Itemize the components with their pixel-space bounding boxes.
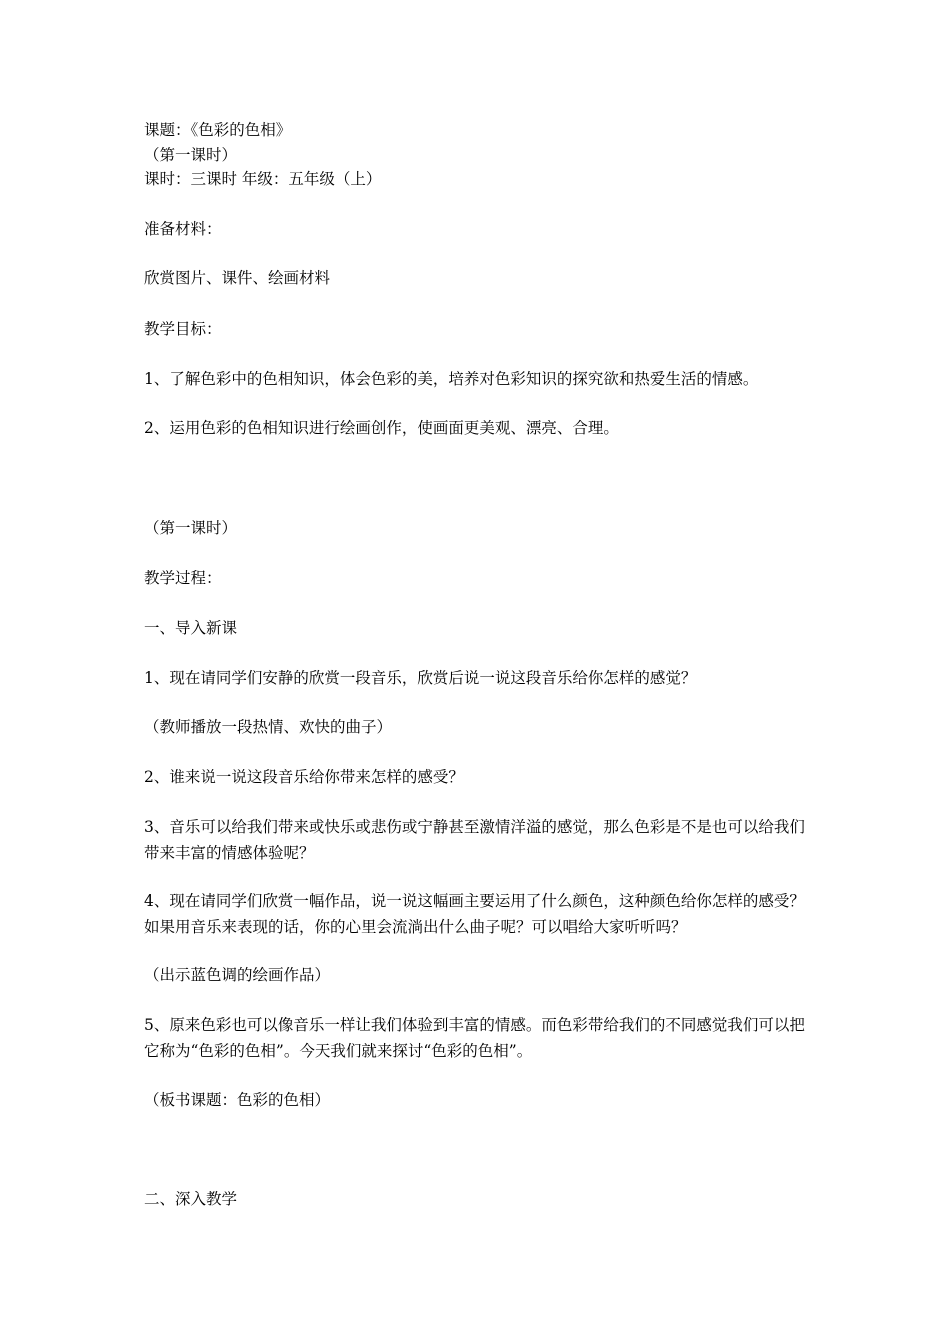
objective-item: 2、运用色彩的色相知识进行绘画创作，使画面更美观、漂亮、合理。 xyxy=(144,419,619,437)
materials-content: 欣赏图片、课件、绘画材料 xyxy=(144,269,331,287)
section-heading: 一、导入新课 xyxy=(144,619,238,637)
paragraph: 3、音乐可以给我们带来或快乐或悲伤或宁静甚至激情洋溢的感觉，那么色彩是不是也可以给我们带来丰富的情感体验呢？ xyxy=(144,818,805,862)
process-session-label: （第一课时） xyxy=(144,519,238,537)
materials-label: 准备材料： xyxy=(144,220,222,238)
lesson-title: 课题：《色彩的色相》 xyxy=(144,121,292,139)
paragraph: （板书课题：色彩的色相） xyxy=(144,1091,331,1109)
paragraph: 4、现在请同学们欣赏一幅作品，说一说这幅画主要运用了什么颜色，这种颜色给你怎样的感受？如果用音乐来表现的话，你的心里会流淌出什么曲子呢？可以唱给大家听听吗？ xyxy=(144,892,805,936)
objective-item: 1、了解色彩中的色相知识，体会色彩的美，培养对色彩知识的探究欲和热爱生活的情感。 xyxy=(144,370,759,388)
objectives-label: 教学目标： xyxy=(144,320,222,338)
paragraph: （出示蓝色调的绘画作品） xyxy=(144,966,331,984)
paragraph: 2、谁来说一说这段音乐给你带来怎样的感受？ xyxy=(144,768,464,786)
paragraph: （教师播放一段热情、欢快的曲子） xyxy=(144,718,393,736)
process-label: 教学过程： xyxy=(144,569,222,587)
section-heading: 二、深入教学 xyxy=(144,1190,238,1208)
paragraph: 1、现在请同学们安静的欣赏一段音乐，欣赏后说一说这段音乐给你怎样的感觉？ xyxy=(144,669,697,687)
lesson-meta: 课时：三课时 年级：五年级（上） xyxy=(144,170,382,188)
paragraph: 5、原来色彩也可以像音乐一样让我们体验到丰富的情感。而色彩带给我们的不同感觉我们可以把它称为“色彩的色相”。今天我们就来探讨“色彩的色相”。 xyxy=(144,1016,805,1060)
session-label: （第一课时） xyxy=(144,146,238,164)
